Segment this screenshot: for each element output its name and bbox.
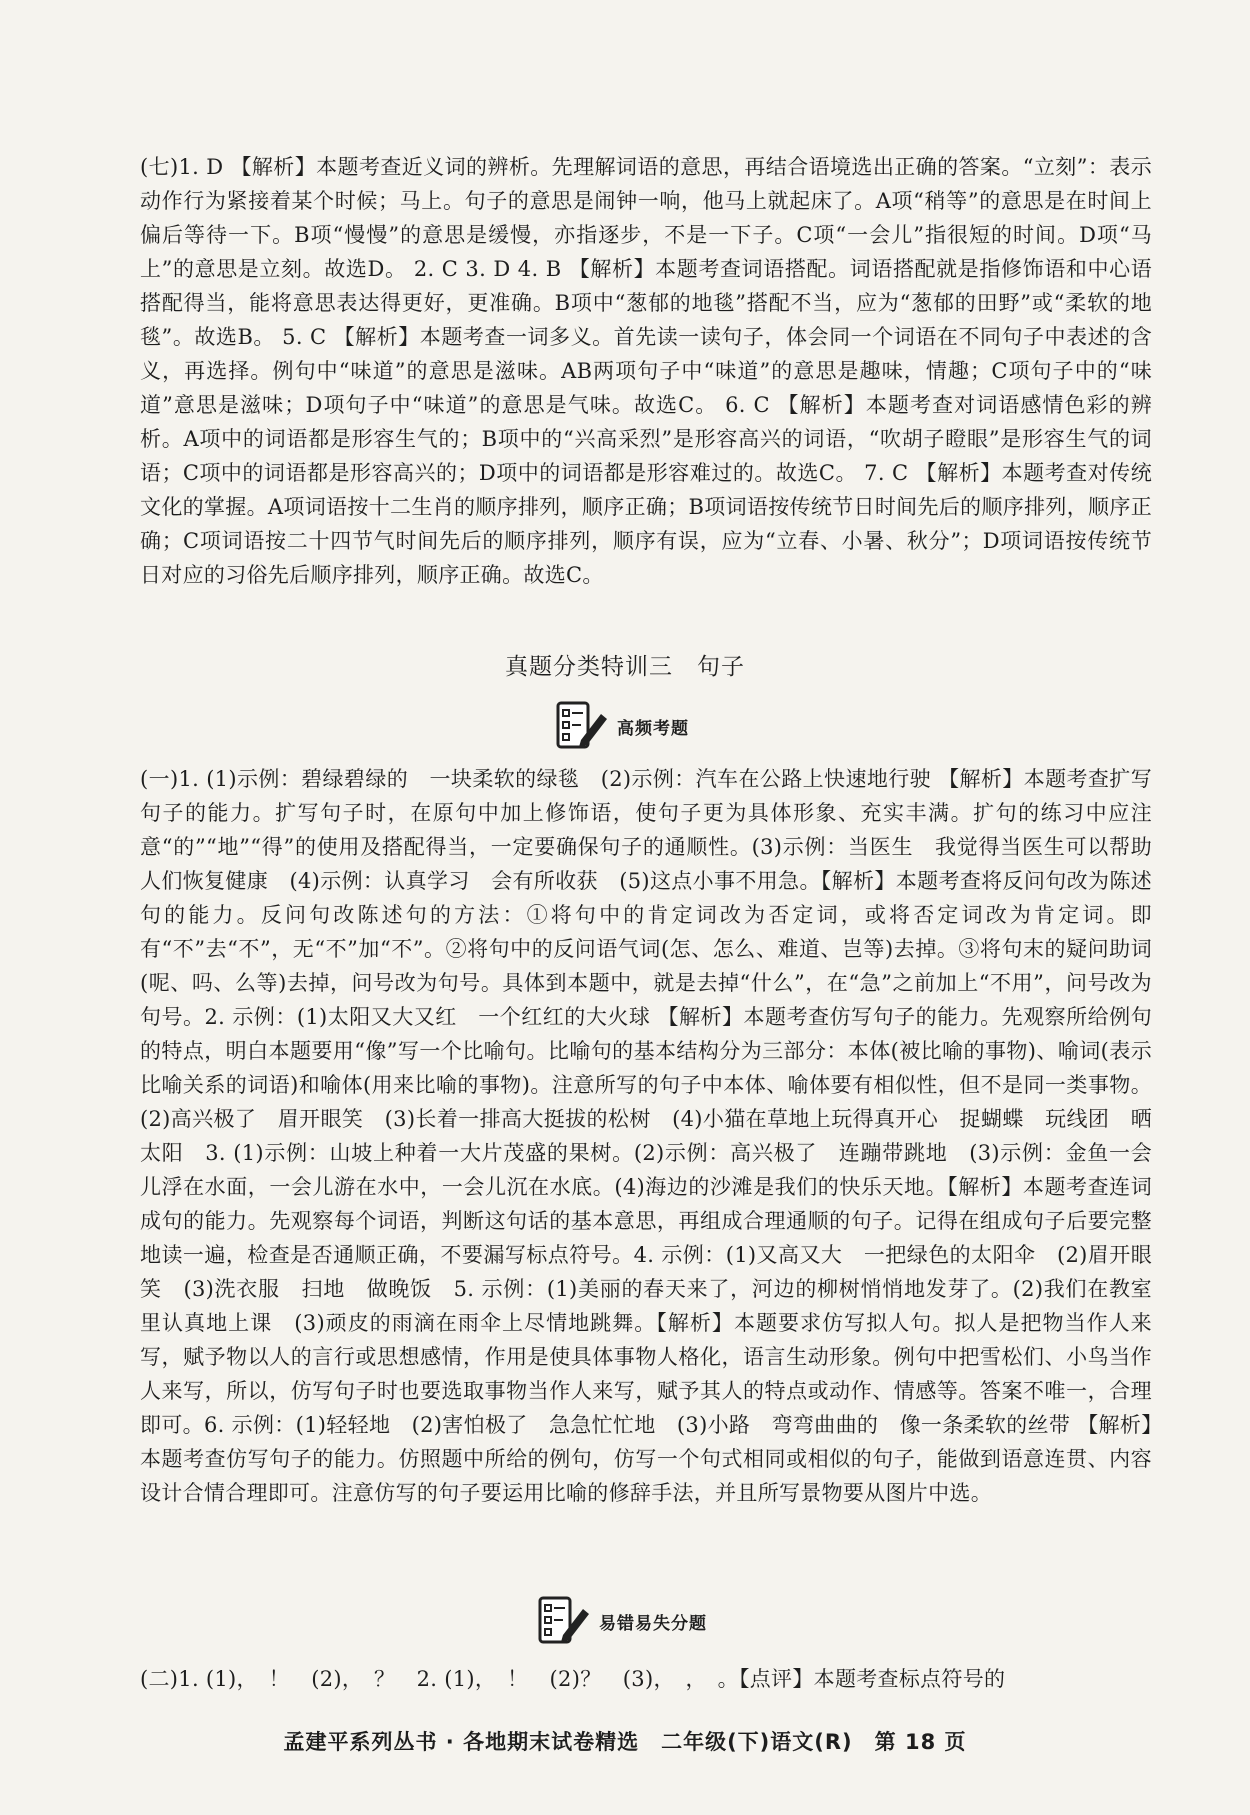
answer-text-one: (一)1. (1)示例：碧绿碧绿的 一块柔软的绿毯 (2)示例：汽车在公路上快速地行驶 【解析】本题考查扩写句子的能力。扩写句子时，在原句中加上修饰语，使句子更为具体形象、充实丰满。扩句的练习中应注意“的”“地”“得”的使用及搭配得当，一定要确保句子的通顺性。(3)示例：当医生 我觉得当医生可以帮助人们恢复健康 (4)示例：认真学习 会有所收获 (5)这点小事不用急。【解析】本题考查将反问句改为陈述句的能力。反问句改陈述句的方法：①将句中的肯定词改为否定词，或将否定词改为肯定词。即有“不”去“不”，无“不”加“不”。②将句中的反问语气词(怎、怎么、难道、岂等)去掉。③将句末的疑问助词(呢、吗、么等)去掉，问号改为句号。具体到本题中，就是去掉“什么”，在“急”之前加上“不用”，问号改为句号。2. 示例：(1)太阳又大又红 一个红红的大火球 【解析】本题考查仿写句子的能力。先观察所给例句的特点，明白本题要用“像”写一个比喻句。比喻句的基本结构分为三部分：本体(被比喻的事物)、喻词(表示比喻关系的词语)和喻体(用来比喻的事物)。注意所写的句子中本体、喻体要有相似性，但不是同一类事物。(2)高兴极了 眉开眼笑 (3)长着一排高大挺拔的松树 (4)小猫在草地上玩得真开心 捉蝴蝶 玩线团 晒太阳 3. (1)示例：山坡上种着一大片茂盛的果树。(2)示例：高兴极了 连蹦带跳地 (3)示例：金鱼一会儿浮在水面，一会儿游在水中，一会儿沉在水底。(4)海边的沙滩是我们的快乐天地。【解析】本题考查连词成句的能力。先观察每个词语，判断这句话的基本意思，再组成合理通顺的句子。记得在组成句子后要完整地读一遍，检查是否通顺正确，不要漏写标点符号。4. 示例：(1)又高又大 一把绿色的太阳伞 (2)眉开眼笑 (3)洗衣服 扫地 做晚饭 5. 示例：(1)美丽的春天来了，河边的柳树悄悄地发芽了。(2)我们在教室里认真地上课 (3)顽皮的雨滴在雨伞上尽情地跳舞。【解析】本题要求仿写拟人句。拟人是把物当作人来写，赋予物以人的言行或思想感情，作用是使具体事物人格化，语言生动形象。例句中把雪松们、小鸟当作人来写，所以，仿写句子时也要选取事物当作人来写，赋予其人的特点或动作、情感等。答案不唯一，合理即可。6. 示例：(1)轻轻地 (2)害怕极了 急急忙忙地 (3)小路 弯弯曲曲的 像一条柔软的丝带 【解析】本题考查仿写句子的能力。仿照题中所给的例句，仿写一个句式相同或相似的句子，能做到语意连贯、内容设计合情合理即可。注意仿写的句子要运用比喻的修辞手法，并且所写景物要从图片中选。 <box>140 767 1152 1505</box>
answer-block-two <box>140 1662 1152 1696</box>
high-frequency-label: 高频考题 <box>617 718 689 739</box>
answer-block-seven <box>140 150 1152 592</box>
answer-text-two: (二)1. (1)， ！ (2)， ？ 2. (1)， ！ (2)？ (3)， ， 。【点评】本题考查标点符号的 <box>140 1667 1006 1691</box>
error-prone-badge <box>537 1595 707 1647</box>
section-title: 真题分类特训三 句子 <box>505 654 745 680</box>
answer-block-one <box>140 762 1152 1510</box>
error-prone-label: 易错易失分题 <box>599 1613 707 1634</box>
answer-text-seven: (七)1. D 【解析】本题考查近义词的辨析。先理解词语的意思，再结合语境选出正确的答案。“立刻”：表示动作行为紧接着某个时候；马上。句子的意思是闹钟一响，他马上就起床了。A项“稍等”的意思是在时间上偏后等待一下。B项“慢慢”的意思是缓慢，亦指逐步，不是一下子。C项“一会儿”指很短的时间。D项“马上”的意思是立刻。故选D。 2. C 3. D 4. B 【解析】本题考查词语搭配。词语搭配就是指修饰语和中心语搭配得当，能将意思表达得更好，更准确。B项中“葱郁的地毯”搭配不当，应为“葱郁的田野”或“柔软的地毯”。故选B。 5. C 【解析】本题考查一词多义。首先读一读句子，体会同一个词语在不同句子中表述的含义，再选择。例句中“味道”的意思是滋味。AB两项句子中“味道”的意思是趣味，情趣；C项句子中的“味道”意思是滋味；D项句子中“味道”的意思是气味。故选C。 6. C 【解析】本题考查对词语感情色彩的辨析。A项中的词语都是形容生气的；B项中的“兴高采烈”是形容高兴的词语，“吹胡子瞪眼”是形容生气的词语；C项中的词语都是形容高兴的；D项中的词语都是形容难过的。故选C。 7. C 【解析】本题考查对传统文化的掌握。A项词语按十二生肖的顺序排列，顺序正确；B项词语按传统节日时间先后的顺序排列，顺序正确；C项词语按二十四节气时间先后的顺序排列，顺序有误，应为“立春、小暑、秋分”；D项词语按传统节日对应的习俗先后顺序排列，顺序正确。故选C。 <box>140 155 1152 587</box>
page-footer: 孟建平系列丛书 · 各地期末试卷精选 二年级(下)语文(R) 第 18 页 <box>283 1730 967 1754</box>
checklist-pencil-icon <box>537 1595 593 1647</box>
checklist-pencil-icon <box>555 700 611 752</box>
high-frequency-badge <box>555 700 689 752</box>
